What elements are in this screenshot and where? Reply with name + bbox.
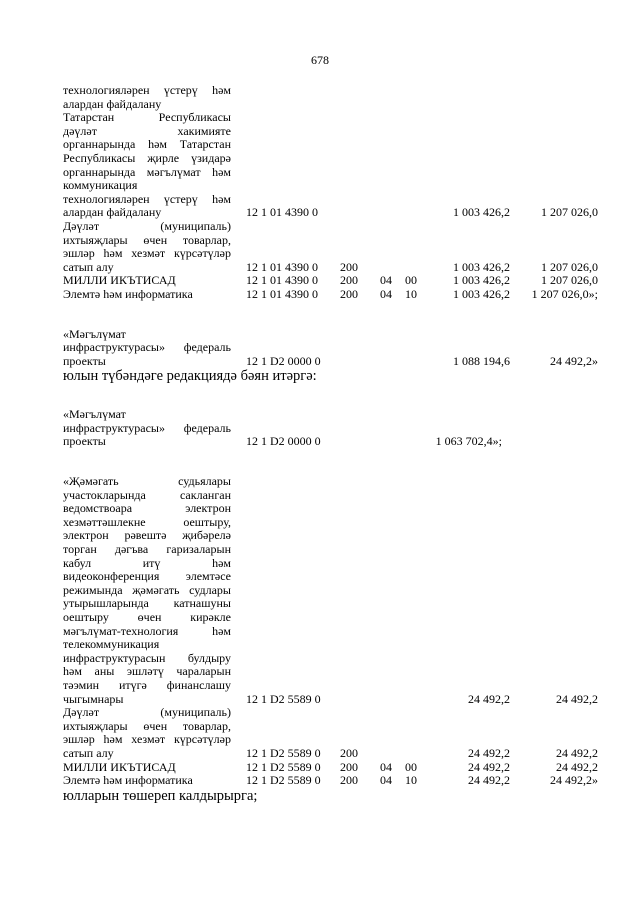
target-code: 12 1 01 4390 0 [246,205,318,220]
table-row [0,220,640,274]
expense-type: 200 [340,259,358,274]
table-row [0,408,640,449]
row-name: технологияләрен үстерү һәм алардан файдалану [63,83,231,111]
table-row [0,761,640,775]
table-row [0,288,640,302]
table-row [0,84,640,111]
subsection-code: 10 [405,773,417,788]
amount-2021: 1 003 426,2 [453,205,510,220]
target-code: 12 1 01 4390 0 [246,259,318,274]
target-code: 12 1 01 4390 0 [246,273,318,288]
amount-2022: 24 492,2» [550,773,598,788]
target-code: 12 1 D2 5589 0 [246,691,321,706]
expense-type: 200 [340,759,358,774]
target-code: 12 1 D2 5589 0 [246,759,321,774]
row-name: Дәүләт (муниципаль) ихтыяҗлары өчен товарлар, эшләр һәм хезмәт күрсәтүләр сатып алу [63,218,231,274]
table-row [0,475,640,706]
row-name: «Мәгълүмат инфраструктурасы» федераль проекты [63,326,231,368]
amount-2022: 1 207 026,0 [541,259,598,274]
target-code: 12 1 01 4390 0 [246,286,318,301]
table-row [0,328,640,369]
table-row [0,274,640,288]
table-row [0,111,640,220]
budget-table [0,84,640,804]
amount-2021: 24 492,2 [468,691,510,706]
row-name: Дәүләт (муниципаль) ихтыяҗлары өчен товарлар, эшләр һәм хезмәт күрсәтүләр сатып алу [63,705,231,760]
subsection-code: 10 [405,286,417,301]
target-code: 12 1 D2 5589 0 [246,773,321,788]
instruction-text: юлын түбәндәге редакциядә бәян итәргә: [63,368,317,385]
amount-2021: 24 492,2 [468,773,510,788]
amount-2021: 1 088 194,6 [453,353,510,368]
amount-2022: 24 492,2 [556,691,598,706]
target-code: 12 1 D2 0000 0 [246,434,321,449]
instruction-text: юлларын төшереп калдырырга; [63,787,258,804]
amount-2022: 1 207 026,0 [541,205,598,220]
section-code: 04 [380,759,392,774]
row-name: «Мәгълүмат инфраструктурасы» федераль проекты [63,407,231,449]
row-name: Татарстан Республикасы дәүләт хакимияте органнарында һәм Татарстан Республикасы җирле үзидарә органнарында мәгълүмат һәм коммуникация технологияләрен үстерү һәм алардан файдалану [63,110,231,220]
row-name: «Җәмәгать судьялары участокларында сакланган ведомствоара электрон хезмәттәшлекне оештыру, электрон рәвештә җибәрелә торган дәгъва гаризаларын кабул итү һәм видеоконференция элемтәсе режимында җәмәгать судлары утырышларында катнашуны оештыру өчен кирәкле мәгълүмат-технология һәм телекоммуникация инфраструктурасын булдыру һәм аны эшләтү чараларын тәэмин итүгә финанслашу чыгымнары [63,474,231,706]
row-name: Элемтә һәм информатика [63,286,193,301]
subsection-code: 00 [405,759,417,774]
target-code: 12 1 D2 5589 0 [246,745,321,760]
amount-2021: 1 063 702,4»; [435,434,502,449]
amount-2021: 1 003 426,2 [453,259,510,274]
page-number: 678 [311,53,329,67]
row-name: Элемтә һәм информатика [63,773,193,788]
amount-2021: 1 003 426,2 [453,286,510,301]
amount-2022: 24 492,2» [550,353,598,368]
expense-type: 200 [340,773,358,788]
amount-2021: 1 003 426,2 [453,273,510,288]
amount-2022: 1 207 026,0 [541,273,598,288]
amount-2022: 1 207 026,0»; [531,286,598,301]
amount-2022: 24 492,2 [556,759,598,774]
target-code: 12 1 D2 0000 0 [246,353,321,368]
table-row [0,774,640,788]
amount-2021: 24 492,2 [468,745,510,760]
table-row [0,706,640,760]
amount-2022: 24 492,2 [556,745,598,760]
row-name: МИЛЛИ ИКЪТИСАД [63,759,176,774]
row-name: МИЛЛИ ИКЪТИСАД [63,273,176,288]
section-code: 04 [380,773,392,788]
subsection-code: 00 [405,273,417,288]
amount-2021: 24 492,2 [468,759,510,774]
expense-type: 200 [340,745,358,760]
expense-type: 200 [340,273,358,288]
expense-type: 200 [340,286,358,301]
section-code: 04 [380,273,392,288]
section-code: 04 [380,286,392,301]
